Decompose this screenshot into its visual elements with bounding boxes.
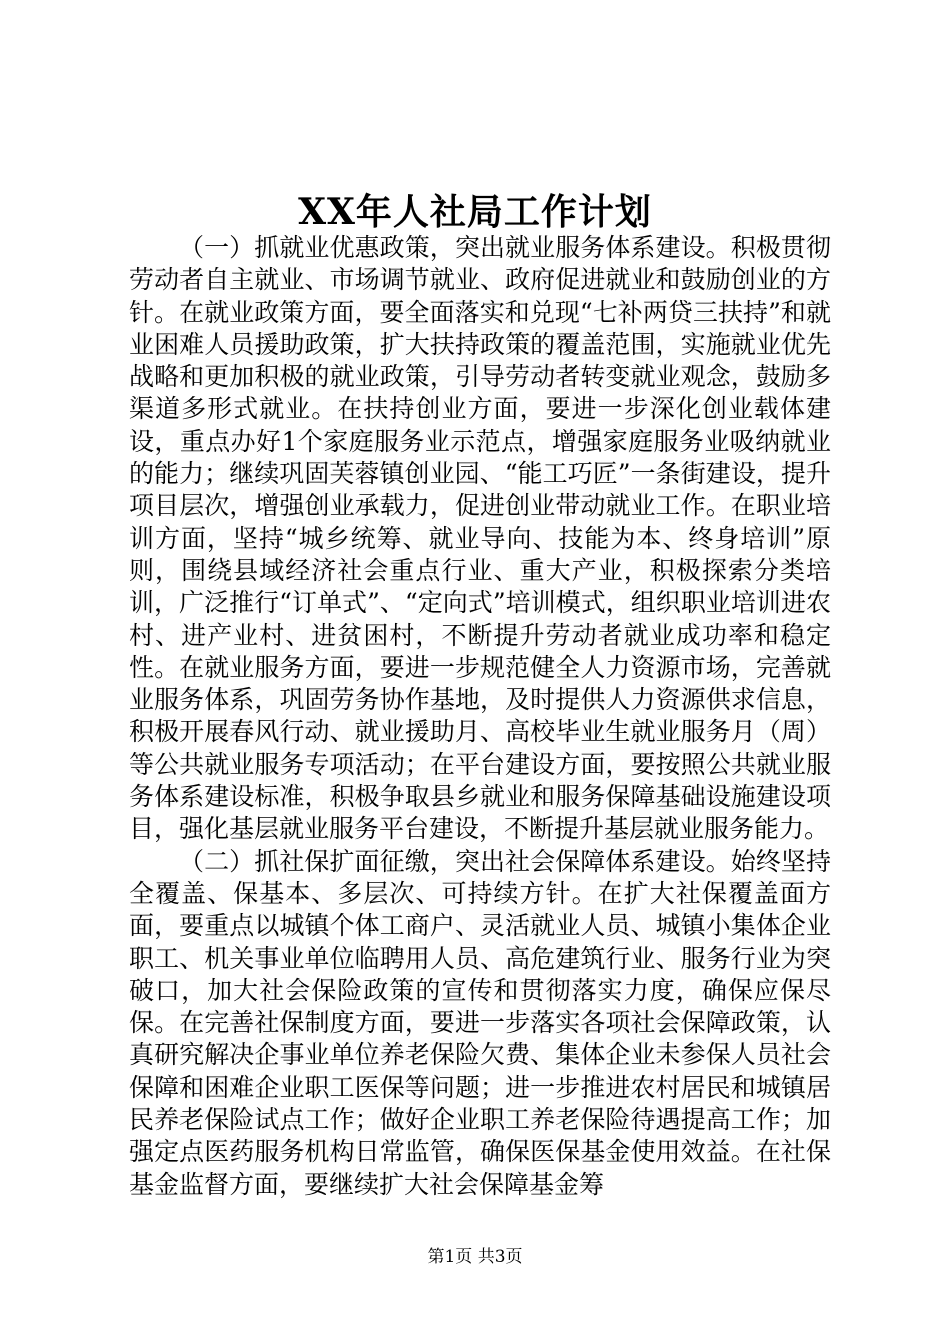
page-title: XX年人社局工作计划 [298, 191, 652, 233]
page-footer: 第1页 共3页 [427, 1247, 523, 1267]
paragraph-1: （一）抓就业优惠政策，突出就业服务体系建设。积极贯彻劳动者自主就业、市场调节就业、政府促进就业和鼓励创业的方针。在就业政策方面，要全面落实和兑现“七补两贷三扶持”和就业困难人员援助政策，扩大扶持政策的覆盖范围，实施就业优先战略和更加积极的就业政策，引导劳动者转变就业观念，鼓励多渠道多形式就业。在扶持创业方面，要进一步深化创业载体建设，重点办好1个家庭服务业示范点，增强家庭服务业吸纳就业的能力；继续巩固芙蓉镇创业园、“能工巧匠”一条街建设，提升项目层次，增强创业承载力，促进创业带动就业工作。在职业培训方面，坚持“城乡统筹、就业导向、技能为本、终身培训”原则，围绕县域经济社会重点行业、重大产业，积极探索分类培训，广泛推行“订单式”、“定向式”培训模式，组织职业培训进农村、进产业村、进贫困村，不断提升劳动者就业成功率和稳定性。在就业服务方面，要进一步规范健全人力资源市场，完善就业服务体系，巩固劳务协作基地，及时提供人力资源供求信息，积极开展春风行动、就业援助月、高校毕业生就业服务月（周）等公共就业服务专项活动；在平台建设方面，要按照公共就业服务体系建设标准，积极争取县乡就业和服务保障基础设施建设项目，强化基层就业服务平台建设，不断提升基层就业服务能力。 [129, 233, 831, 844]
paragraph-2: （二）抓社保扩面征缴，突出社会保障体系建设。始终坚持全覆盖、保基本、多层次、可持续方针。在扩大社保覆盖面方面，要重点以城镇个体工商户、灵活就业人员、城镇小集体企业职工、机关事业单位临聘用人员、高危建筑行业、服务行业为突破口，加大社会保险政策的宣传和贯彻落实力度，确保应保尽保。在完善社保制度方面，要进一步落实各项社会保障政策，认真研究解决企事业单位养老保险欠费、集体企业未参保人员社会保障和困难企业职工医保等问题；进一步推进农村居民和城镇居民养老保险试点工作；做好企业职工养老保险待遇提高工作；加强定点医药服务机构日常监管，确保医保基金使用效益。在社保基金监督方面，要继续扩大社会保障基金筹 [129, 846, 831, 1199]
document-body [129, 232, 831, 1201]
